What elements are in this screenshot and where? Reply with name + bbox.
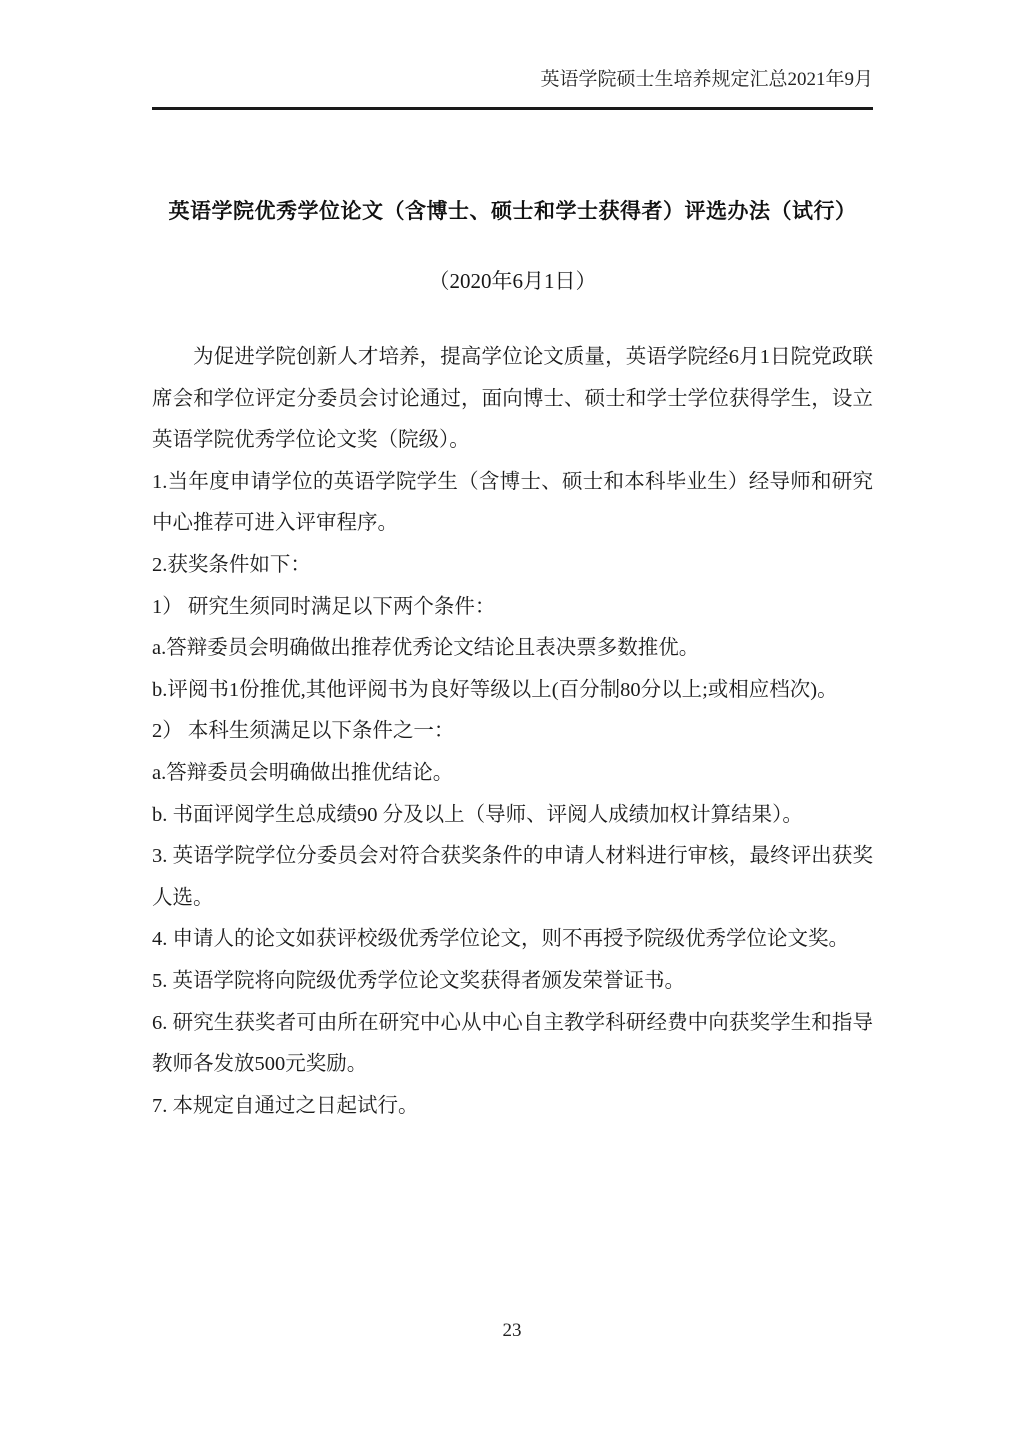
- paragraph-item-2-1-a: a.答辩委员会明确做出推荐优秀论文结论且表决票多数推优。: [152, 637, 700, 660]
- paragraph-item-3: 3. 英语学院学位分委员会对符合获奖条件的申请人材料进行审核，最终评出获奖人选。: [152, 845, 873, 909]
- page-number: 23: [502, 1320, 522, 1341]
- running-header: 英语学院硕士生培养规定汇总2021年9月: [540, 69, 873, 90]
- paragraph-item-2-1-b: b.评阅书1份推优,其他评阅书为良好等级以上(百分制80分以上;或相应档次)。: [152, 678, 838, 701]
- document-content: [152, 0, 873, 1127]
- document-body: [152, 337, 873, 1127]
- document-title: 英语学院优秀学位论文（含博士、硕士和学士获得者）评选办法（试行）: [168, 199, 857, 223]
- paragraph-item-6: 6. 研究生获奖者可由所在研究中心从中心自主教学科研经费中向获奖学生和指导教师各发放500元奖励。: [152, 1011, 873, 1076]
- paragraph-item-5: 5. 英语学院将向院级优秀学位论文奖获得者颁发荣誉证书。: [152, 969, 685, 992]
- paragraph-item-2-2-a: a.答辩委员会明确做出推优结论。: [152, 761, 454, 784]
- document-date: （2020年6月1日）: [428, 269, 597, 293]
- paragraph-item-1: 1.当年度申请学位的英语学院学生（含博士、硕士和本科毕业生）经导师和研究中心推荐可进入评审程序。: [152, 470, 873, 535]
- paragraph-item-2: 2.获奖条件如下：: [152, 553, 311, 576]
- paragraph-intro: 为促进学院创新人才培养，提高学位论文质量，英语学院经6月1日院党政联席会和学位评定分委员会讨论通过，面向博士、硕士和学士学位获得学生，设立英语学院优秀学位论文奖（院级）。: [152, 346, 873, 452]
- paragraph-item-2-2-b: b. 书面评阅学生总成绩90 分及以上（导师、评阅人成绩加权计算结果）。: [152, 803, 803, 826]
- paragraph-item-2-1: 1） 研究生须同时满足以下两个条件：: [152, 595, 496, 618]
- paragraph-item-4: 4. 申请人的论文如获评校级优秀学位论文，则不再授予院级优秀学位论文奖。: [152, 928, 849, 951]
- paragraph-item-7: 7. 本规定自通过之日起试行。: [152, 1094, 419, 1117]
- paragraph-item-2-2: 2） 本科生须满足以下条件之一：: [152, 720, 455, 743]
